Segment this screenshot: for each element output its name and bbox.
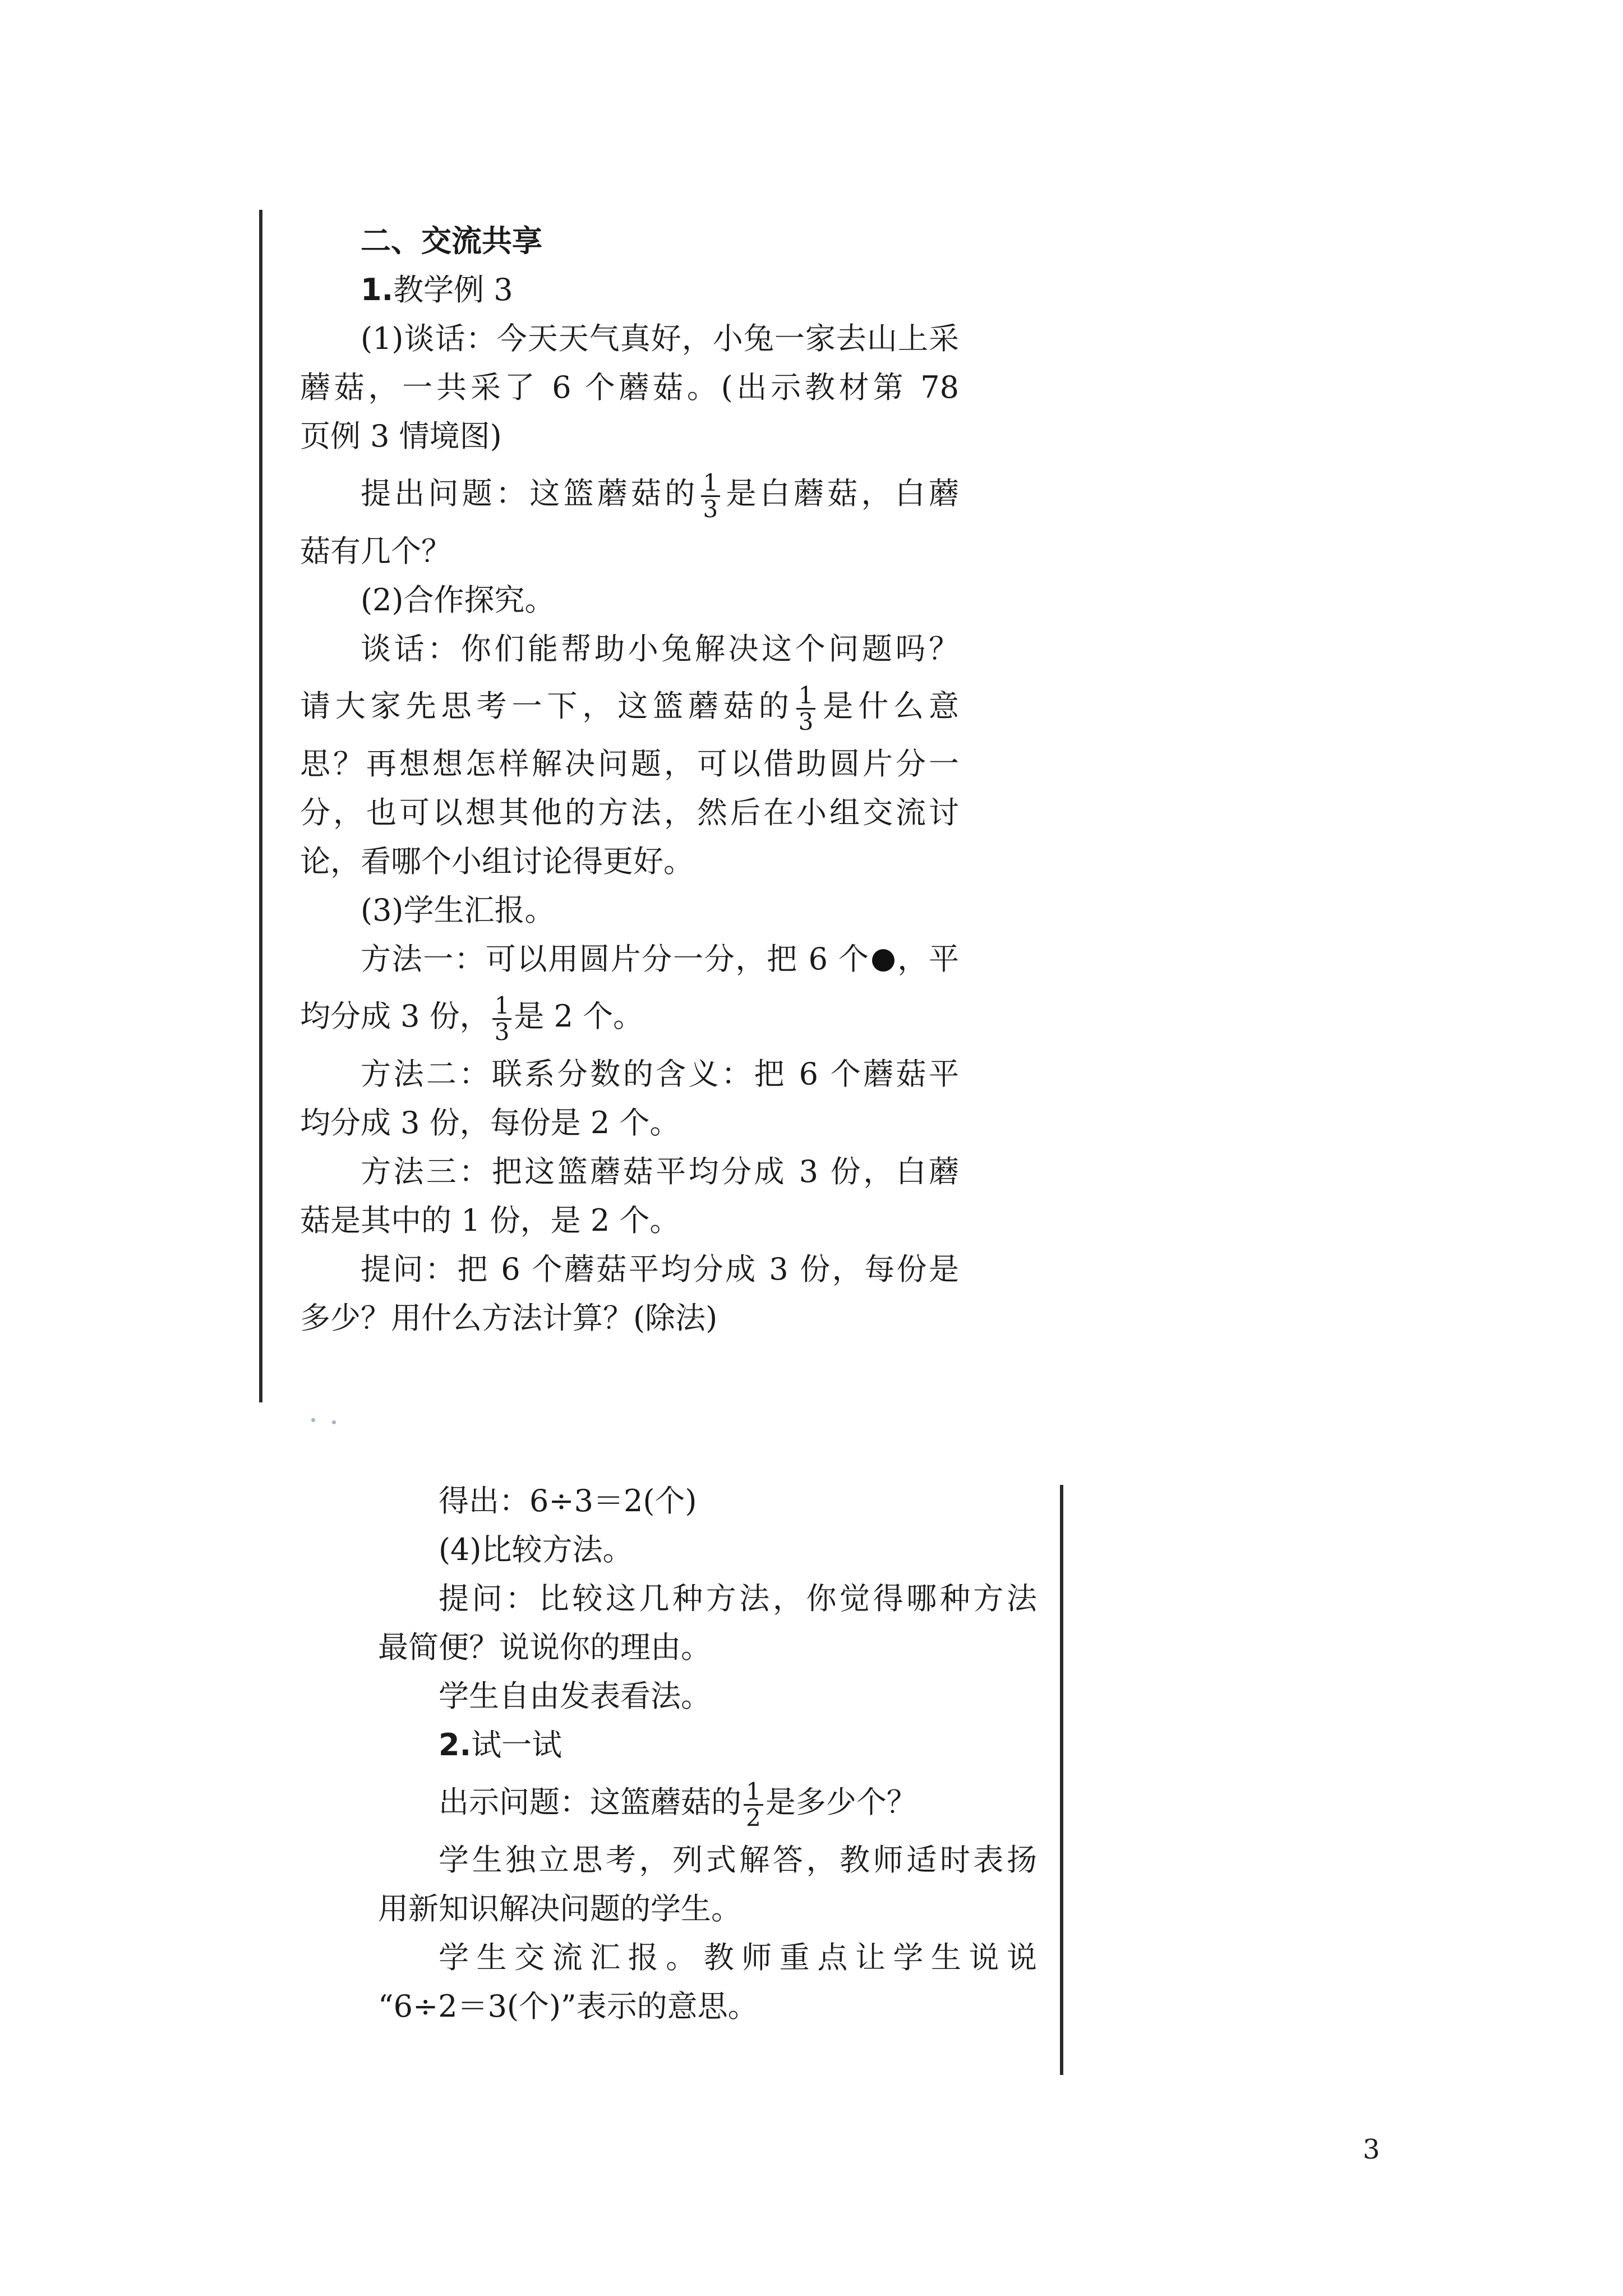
fraction-one-half: $\frac{1}{2}$	[744, 1779, 763, 1830]
paragraph-talk-end: 页例 3 情境图)	[300, 418, 502, 454]
paragraph-discuss-b: 请大家先思考一下，这篮蘑菇的 $\frac{1}{3}$ 是什么意	[300, 681, 960, 735]
share-report: 学生交流汇报。教师重点让学生说说	[439, 1940, 1037, 1975]
method-three-end: 菇是其中的 1 份，是 2 个。	[300, 1203, 680, 1238]
compare-question: 提问：比较这几种方法，你觉得哪种方法	[439, 1581, 1037, 1616]
paragraph-discuss-c: 思？再想想怎样解决问题，可以借助圆片分一分，也可以想其他的方法，然后在小组交流讨	[300, 746, 959, 830]
filled-circle-icon	[872, 949, 895, 972]
paragraph-report: (3)学生汇报。	[361, 892, 555, 928]
paragraph-question-end: 菇有几个？	[300, 533, 451, 569]
fraction-one-third: $\frac{1}{3}$	[701, 471, 721, 522]
page-number: 3	[1363, 2134, 1380, 2165]
try-question: 出示问题：这篮蘑菇的 $\frac{1}{2}$ 是多少个？	[439, 1777, 917, 1832]
paragraph-discuss-a: 谈话：你们能帮助小兔解决这个问题吗？	[361, 631, 959, 666]
subsection-title-try: 2.试一试	[439, 1727, 562, 1763]
compare-methods: (4)比较方法。	[439, 1532, 633, 1567]
independent-thinking-end: 用新知识解决问题的学生。	[378, 1891, 741, 1926]
margin-rule-left	[259, 210, 262, 1402]
scan-speck	[311, 1418, 315, 1422]
scan-speck	[332, 1420, 336, 1424]
paragraph-question: 提出问题：这篮蘑菇的 $\frac{1}{3}$ 是白蘑菇，白蘑	[361, 468, 960, 523]
text-column-lower	[378, 1476, 1037, 2031]
independent-thinking: 学生独立思考，列式解答，教师适时表扬	[439, 1842, 1037, 1878]
compare-question-end: 最简便？说说你的理由。	[378, 1630, 711, 1665]
subsection-title: 1.教学例 3	[361, 272, 513, 307]
method-two: 方法二：联系分数的含义：把 6 个蘑菇平	[361, 1056, 959, 1092]
method-two-end: 均分成 3 份，每份是 2 个。	[300, 1105, 680, 1140]
student-views: 学生自由发表看法。	[439, 1678, 711, 1714]
result-equation: 得出：6÷3＝2(个)	[439, 1483, 697, 1519]
paragraph-explore: (2)合作探究。	[361, 582, 555, 618]
method-three: 方法三：把这篮蘑菇平均分成 3 份，白蘑	[361, 1154, 959, 1189]
paragraph-talk: (1)谈话：今天天气真好，小兔一家去山上采蘑菇，一共采了 6 个蘑菇。(出示教材第 78	[300, 321, 959, 405]
question-division-end: 多少？用什么方法计算？(除法)	[300, 1300, 718, 1336]
fraction-one-third: $\frac{1}{3}$	[492, 993, 512, 1045]
text-column-upper	[300, 217, 959, 1342]
fraction-one-third: $\frac{1}{3}$	[796, 683, 816, 734]
method-one-end: 均分成 3 份， $\frac{1}{3}$ 是 2 个。	[300, 991, 644, 1046]
question-division: 提问：把 6 个蘑菇平均分成 3 份，每份是	[361, 1251, 959, 1287]
method-one: 方法一：可以用圆片分一分，把 6 个 ，平	[361, 941, 960, 977]
section-heading: 二、交流共享	[361, 223, 542, 259]
paragraph-discuss-end: 论，看哪个小组讨论得更好。	[300, 844, 694, 879]
margin-rule-right	[1060, 1485, 1063, 2075]
share-report-end: “6÷2＝3(个)”表示的意思。	[378, 1989, 758, 2024]
